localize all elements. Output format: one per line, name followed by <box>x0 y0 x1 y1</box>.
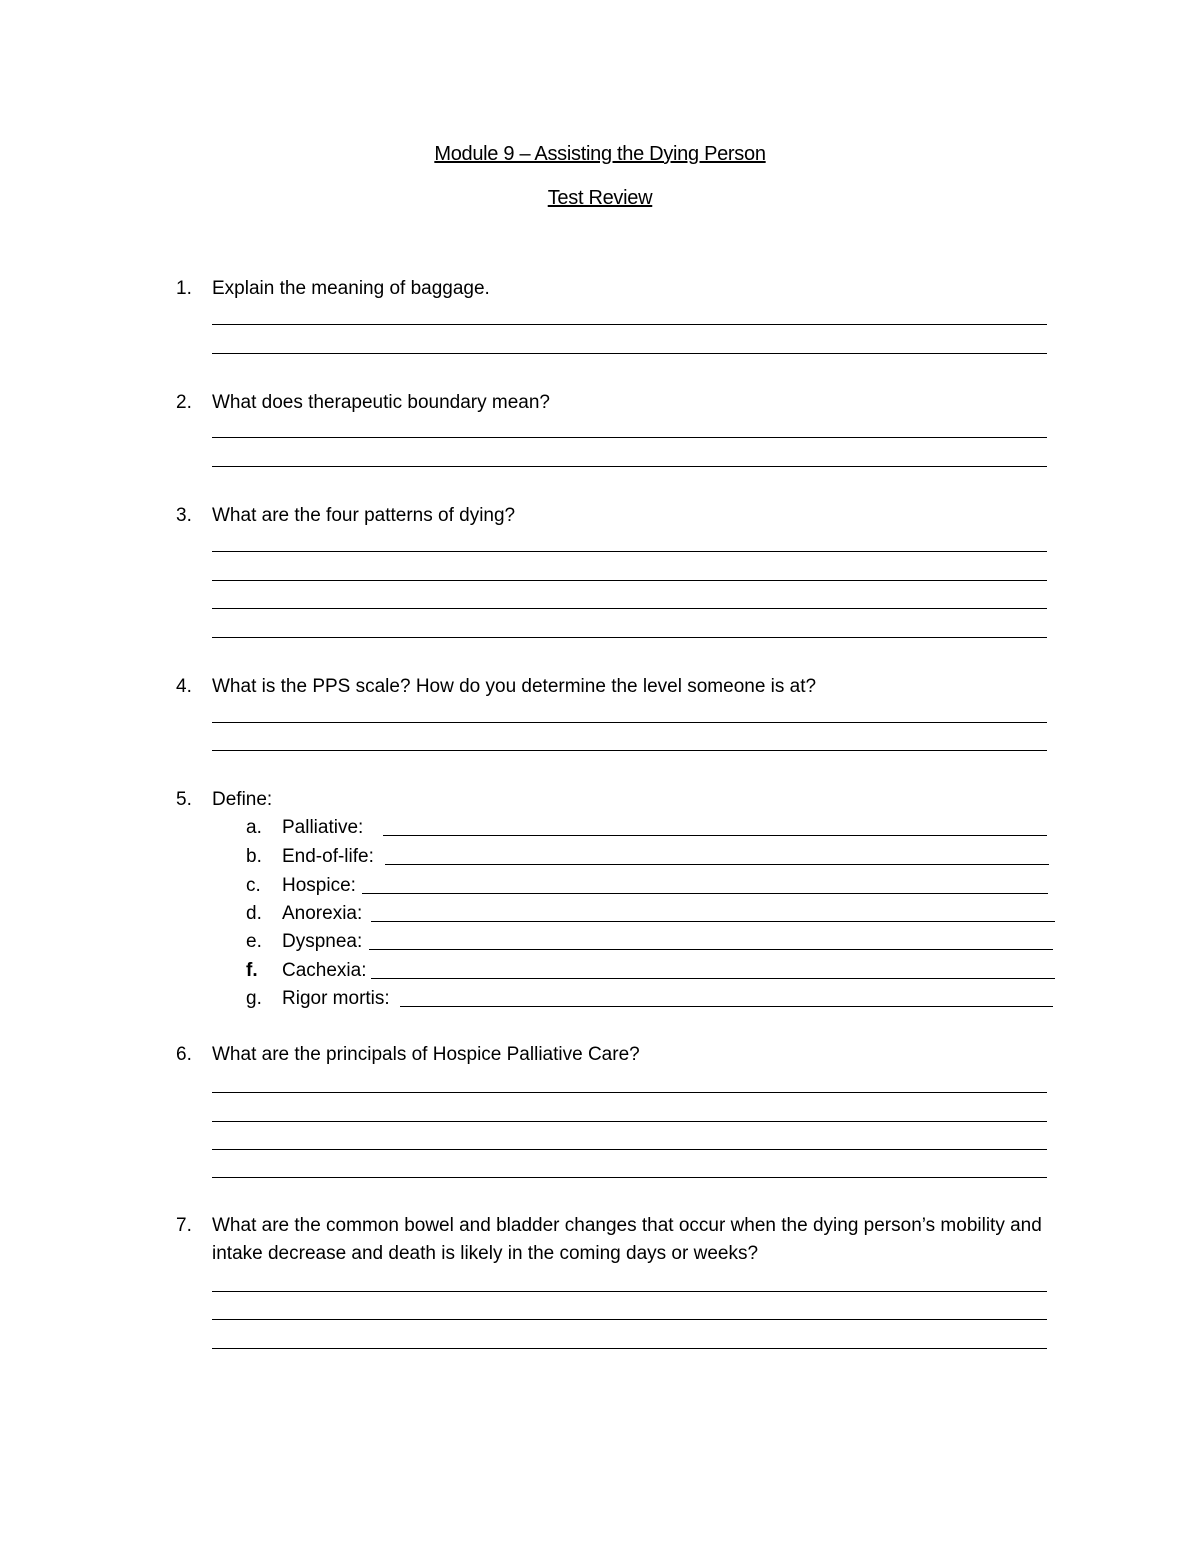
question-text: Explain the meaning of baggage. <box>212 278 490 299</box>
definition-answer-line[interactable] <box>383 835 1047 836</box>
definition-answer-line[interactable] <box>371 978 1055 979</box>
answer-line[interactable] <box>212 1319 1047 1320</box>
answer-line[interactable] <box>212 1092 1047 1093</box>
question-5 <box>176 786 1056 814</box>
definition-term: Dyspnea: <box>282 931 363 952</box>
definition-letter: c. <box>246 875 261 896</box>
answer-line[interactable] <box>212 1291 1047 1292</box>
question-text: What are the common bowel and bladder changes that occur when the dying person’s mobility and intake decrease and death is likely in the coming days or weeks? <box>212 1215 1042 1264</box>
answer-line[interactable] <box>212 1348 1047 1349</box>
question-2 <box>176 389 1056 417</box>
question-number: 6. <box>176 1044 192 1065</box>
question-number: 3. <box>176 505 192 526</box>
answer-line[interactable] <box>212 353 1047 354</box>
question-4 <box>176 673 1056 701</box>
question-number: 4. <box>176 676 192 697</box>
definition-term: Cachexia: <box>282 960 367 981</box>
definition-answer-line[interactable] <box>369 949 1053 950</box>
answer-line[interactable] <box>212 551 1047 552</box>
definition-letter: g. <box>246 988 262 1009</box>
definition-letter: a. <box>246 817 262 838</box>
answer-line[interactable] <box>212 637 1047 638</box>
question-number: 7. <box>176 1215 192 1236</box>
question-7 <box>176 1212 1056 1268</box>
page-title: Module 9 – Assisting the Dying Person <box>434 143 766 165</box>
definition-letter: f. <box>246 960 258 981</box>
answer-line[interactable] <box>212 1149 1047 1150</box>
definition-answer-line[interactable] <box>371 921 1055 922</box>
page-subtitle: Test Review <box>547 187 653 209</box>
answer-line[interactable] <box>212 1121 1047 1122</box>
definition-answer-line[interactable] <box>385 864 1049 865</box>
question-text: What does therapeutic boundary mean? <box>212 392 550 413</box>
answer-line[interactable] <box>212 580 1047 581</box>
answer-line[interactable] <box>212 1177 1047 1178</box>
definition-answer-line[interactable] <box>400 1006 1053 1007</box>
question-1 <box>176 275 1056 303</box>
definition-term: Palliative: <box>282 817 364 838</box>
answer-line[interactable] <box>212 608 1047 609</box>
definition-letter: d. <box>246 903 262 924</box>
definition-letter: b. <box>246 846 262 867</box>
definition-letter: e. <box>246 931 262 952</box>
question-text: What is the PPS scale? How do you determine the level someone is at? <box>212 676 817 697</box>
definition-term: Hospice: <box>282 875 356 896</box>
question-text: What are the four patterns of dying? <box>212 505 516 526</box>
question-text: Define: <box>212 789 273 810</box>
answer-line[interactable] <box>212 437 1047 438</box>
question-number: 1. <box>176 278 192 299</box>
answer-line[interactable] <box>212 466 1047 467</box>
answer-line[interactable] <box>212 722 1047 723</box>
definition-term: Rigor mortis: <box>282 988 390 1009</box>
answer-line[interactable] <box>212 750 1047 751</box>
definition-answer-line[interactable] <box>362 893 1048 894</box>
definition-term: Anorexia: <box>282 903 363 924</box>
question-number: 2. <box>176 392 192 413</box>
question-6 <box>176 1041 1056 1069</box>
definition-term: End-of-life: <box>282 846 374 867</box>
question-text: What are the principals of Hospice Palliative Care? <box>212 1044 640 1065</box>
question-3 <box>176 502 1056 530</box>
answer-line[interactable] <box>212 324 1047 325</box>
question-number: 5. <box>176 789 192 810</box>
